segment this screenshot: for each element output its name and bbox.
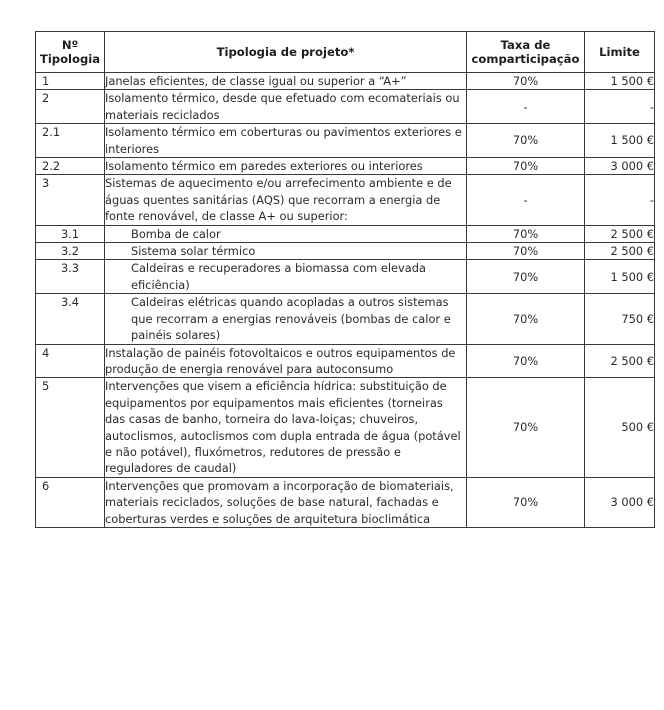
row-number: 2.2 [36,158,105,175]
row-description: Janelas eficientes, de classe igual ou superior a “A+” [105,73,467,90]
row-number: 5 [36,378,105,477]
row-description: Bomba de calor [105,225,467,242]
row-description: Isolamento térmico, desde que efetuado com ecomateriais ou materiais reciclados [105,90,467,124]
row-limit: - [585,90,655,124]
header-number-text: Nº Tipologia [39,37,101,66]
table-row [36,294,655,344]
table-row [36,260,655,294]
table-row [36,378,655,477]
row-number: 2 [36,90,105,124]
row-number: 2.1 [36,124,105,158]
row-rate: - [467,175,585,225]
row-description: Caldeiras elétricas quando acopladas a outros sistemas que recorram a energias renováveis (bombas de calor e painéis solares) [105,294,467,344]
table-row [36,477,655,527]
header-typology [105,32,467,73]
table-row [36,90,655,124]
table-row [36,158,655,175]
row-rate: 70% [467,73,585,90]
table-row [36,73,655,90]
row-rate: - [467,90,585,124]
header-number [36,32,105,73]
row-number: 3.1 [36,225,105,242]
row-description: Caldeiras e recuperadores a biomassa com elevada eficiência) [105,260,467,294]
row-limit: 750 € [585,294,655,344]
header-limit-text: Limite [599,44,640,59]
row-description: Sistemas de aquecimento e/ou arrefecimento ambiente e de águas quentes sanitárias (AQS) que recorram a energia de fonte renovável, de classe A+ ou superior: [105,175,467,225]
row-number: 6 [36,477,105,527]
row-rate: 70% [467,158,585,175]
row-number: 4 [36,344,105,378]
row-description: Isolamento térmico em coberturas ou pavimentos exteriores e interiores [105,124,467,158]
row-rate: 70% [467,243,585,260]
row-number: 3 [36,175,105,225]
row-rate: 70% [467,378,585,477]
table-row [36,243,655,260]
header-rate-text: Taxa de comparticipação [471,37,580,66]
row-limit: 2 500 € [585,344,655,378]
row-rate: 70% [467,294,585,344]
row-description: Intervenções que promovam a incorporação de biomateriais, materiais reciclados, soluções de base natural, fachadas e coberturas verdes e soluções de arquitetura bioclimática [105,477,467,527]
row-limit: 1 500 € [585,73,655,90]
row-rate: 70% [467,225,585,242]
row-number: 3.4 [36,294,105,344]
row-limit: 3 000 € [585,158,655,175]
row-limit: 2 500 € [585,243,655,260]
table-row [36,124,655,158]
row-description: Sistema solar térmico [105,243,467,260]
typology-table [35,31,655,528]
row-rate: 70% [467,124,585,158]
row-number: 3.2 [36,243,105,260]
row-rate: 70% [467,260,585,294]
row-description: Intervenções que visem a eficiência hídrica: substituição de equipamentos por equipamentos mais eficientes (torneiras das casas de banho, torneira do lava-loiças; chuveiros, autoclismos, autoclismos com dupla entrada de água (potável e não potável), fluxómetros, redutores de pressão e reguladores de caudal) [105,378,467,477]
row-limit: 1 500 € [585,260,655,294]
row-rate: 70% [467,344,585,378]
row-limit: 2 500 € [585,225,655,242]
row-description: Isolamento térmico em paredes exteriores ou interiores [105,158,467,175]
header-rate [467,32,585,73]
row-limit: 500 € [585,378,655,477]
row-number: 1 [36,73,105,90]
row-number: 3.3 [36,260,105,294]
row-limit: 3 000 € [585,477,655,527]
table-row [36,225,655,242]
row-limit: - [585,175,655,225]
header-limit [585,32,655,73]
table-row [36,344,655,378]
header-typology-text: Tipologia de projeto* [216,44,355,59]
row-limit: 1 500 € [585,124,655,158]
table-row [36,175,655,225]
row-description: Instalação de painéis fotovoltaicos e outros equipamentos de produção de energia renovável para autoconsumo [105,344,467,378]
table-header-row [36,32,655,73]
row-rate: 70% [467,477,585,527]
